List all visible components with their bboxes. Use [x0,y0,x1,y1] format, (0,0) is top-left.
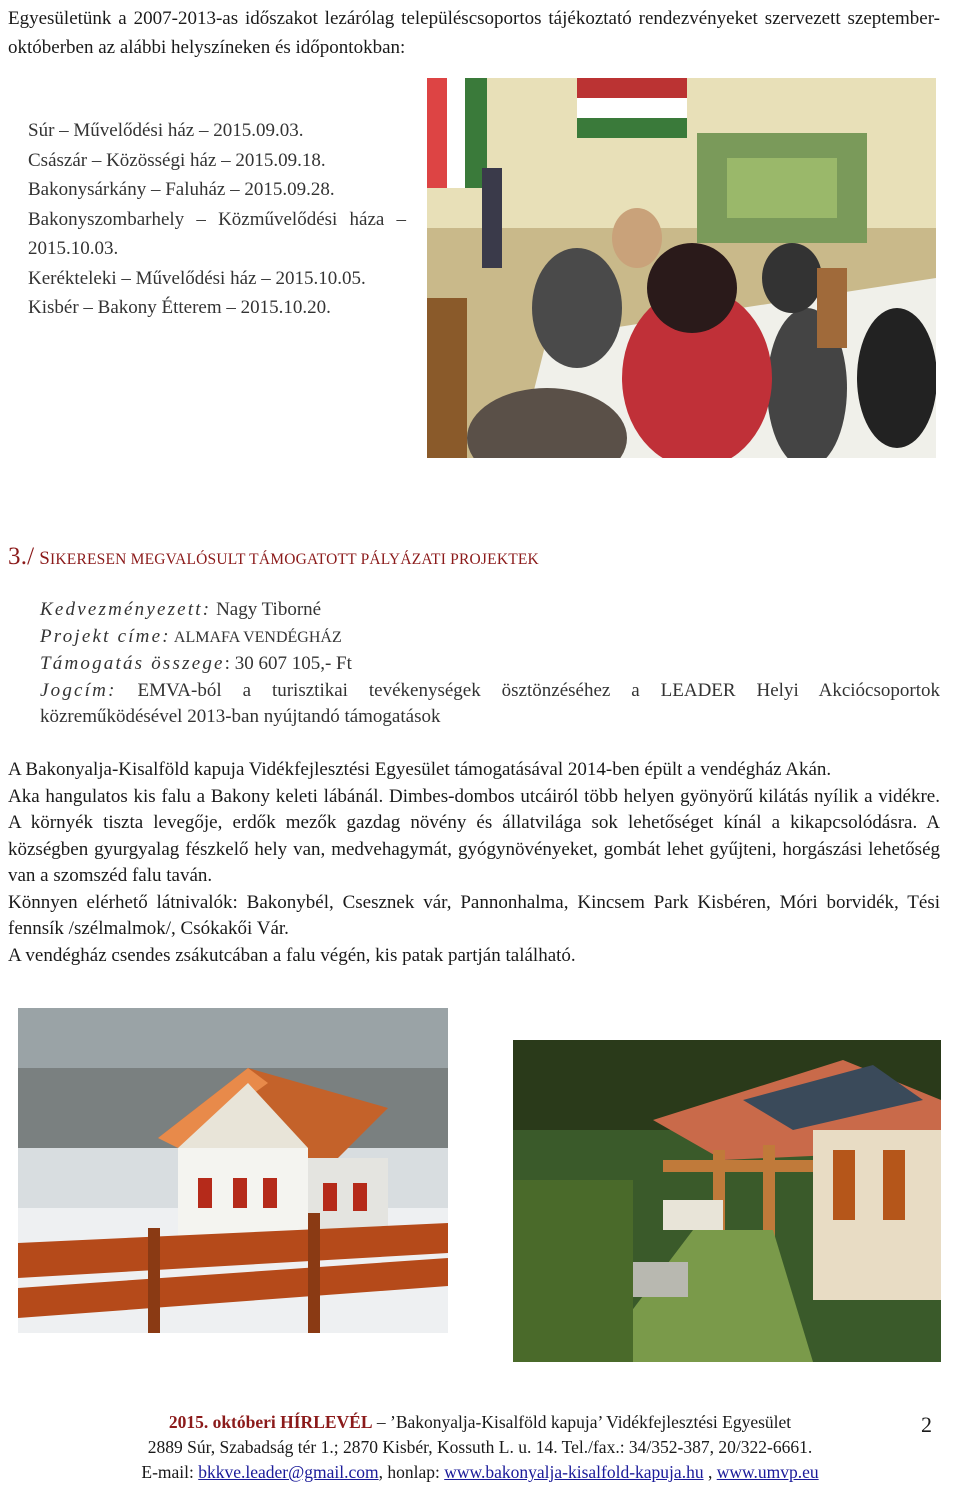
page-number: 2 [921,1412,932,1437]
email-link[interactable]: bkkve.leader@gmail.com [198,1462,379,1482]
umvp-link[interactable]: www.umvp.eu [716,1462,819,1482]
footer-title: 2015. októberi HÍRLEVÉL – ’Bakonyalja-Kisalföld kapuja’ Vidékfejlesztési Egyesület [168,1412,792,1432]
page-footer [0,1410,960,1485]
intro-paragraph: Egyesületünk a 2007-2013-as időszakot lezárólag településcsoportos tájékoztató rendezvényeket szervezett szeptember-októberben az alábbi helyszíneken és időpontokban: [8,8,940,58]
website-link[interactable]: www.bakonyalja-kisalfold-kapuja.hu [444,1462,704,1482]
paragraph: Könnyen elérhető látnivalók: Bakonybél, Csesznek vár, Pannonhalma, Kincsem Park Kisbéren, Móri borvidék, Tési fennsík /szélmalmok/, Csókakői Vár. [8,891,940,939]
event-item: Bakonyszombarhely – Közművelődési háza – 2015.10.03. [28,208,406,259]
amount-line: Támogatás összege: 30 607 105,- Ft [40,653,352,674]
event-item: Súr – Művelődési ház – 2015.09.03. [28,120,304,141]
beneficiary-line: Kedvezményezett: Nagy Tiborné [40,599,322,620]
event-item: Császár – Közösségi ház – 2015.09.18. [28,149,326,171]
project-title-line: Projekt címe: ALMAFA VENDÉGHÁZ [40,625,342,647]
section-title: SIKERESEN MEGVALÓSULT TÁMOGATOTT PÁLYÁZATI PROJEKTEK [39,548,539,569]
event-item: Kerékteleki – Művelődési ház – 2015.10.05. [28,267,366,289]
paragraph: A Bakonyalja-Kisalföld kapuja Vidékfejlesztési Egyesület támogatásával 2014-ben épült a vendégház Akán. [8,759,832,780]
paragraph: Aka hangulatos kis falu a Bakony keleti lábánál. Dimbes-dombos utcáiról több helyen gyönyörű kilátás nyílik a vidékre. A környék tiszta levegője, erdők mezők gazdag növény és állatvilága sok lehetőséget kínál a kikapcsolódásra. A községben gyurgyalag fészkelő hely van, medvehagymát, gyógynövényeket, gombát lehet gyűjteni, horgászási lehetőség van a szomszéd falu taván. [8,785,940,886]
project-info [40,597,940,731]
event-item: Bakonysárkány – Faluház – 2015.09.28. [28,179,335,200]
event-item: Kisbér – Bakony Étterem – 2015.10.20. [28,297,331,318]
description [8,757,940,969]
meeting-photo [427,78,936,458]
paragraph: A vendégház csendes zsákutcában a falu végén, kis patak partján található. [8,944,576,966]
section-heading [8,543,539,571]
event-list [28,116,406,323]
section-number: 3./ [8,543,35,570]
summer-guesthouse-photo [513,1040,941,1362]
snowy-guesthouse-photo [18,1008,448,1333]
footer-address: 2889 Súr, Szabadság tér 1.; 2870 Kisbér, Kossuth L. u. 14. Tel./fax.: 34/352-387, 20/322-6661. [147,1437,813,1457]
footer-contacts: E-mail: bkkve.leader@gmail.com, honlap: www.bakonyalja-kisalfold-kapuja.hu , www.umvp.eu [141,1462,819,1482]
legal-line: Jogcím: EMVA-ból a turisztikai tevékenységek ösztönzéséhez a LEADER Helyi Akciócsoportok közreműködésével 2013-ban nyújtandó támogatások [40,679,940,727]
